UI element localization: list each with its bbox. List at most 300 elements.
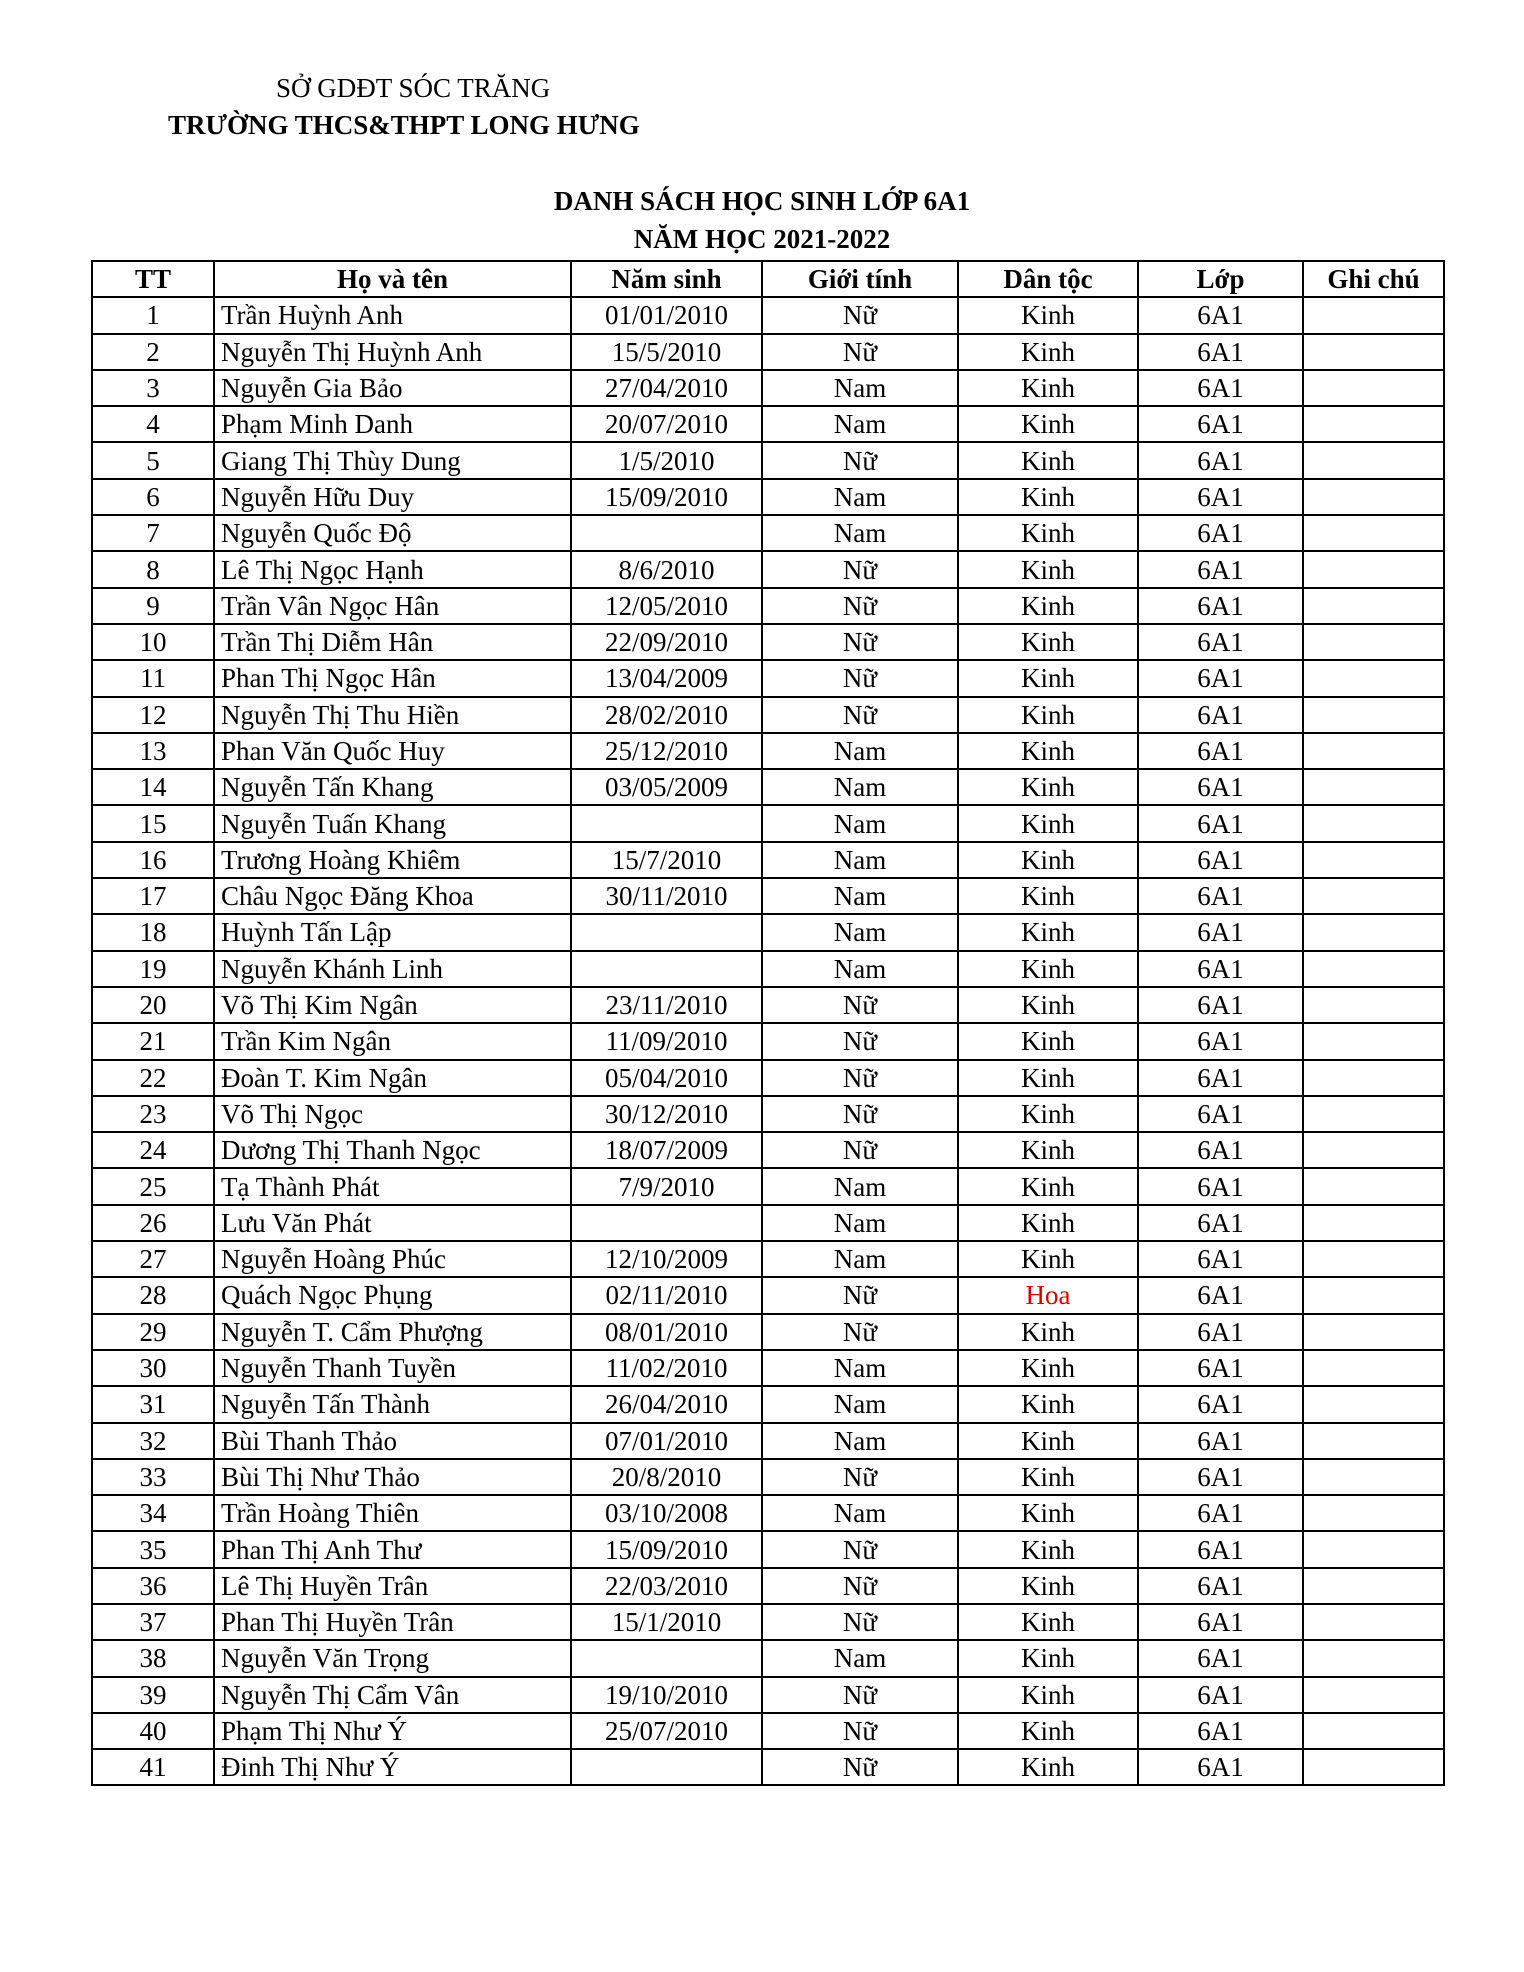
ethnicity: Kinh <box>958 1677 1138 1713</box>
table-row <box>92 1314 1444 1350</box>
ethnicity: Hoa <box>958 1277 1138 1313</box>
gender: Nữ <box>762 1132 958 1168</box>
table-row <box>92 624 1444 660</box>
row-number: 11 <box>92 660 214 696</box>
birth-date: 13/04/2009 <box>571 660 762 696</box>
birth-date: 15/5/2010 <box>571 334 762 370</box>
ethnicity: Kinh <box>958 1350 1138 1386</box>
birth-date: 28/02/2010 <box>571 697 762 733</box>
student-name: Nguyễn Khánh Linh <box>214 951 571 987</box>
class-name: 6A1 <box>1138 1060 1303 1096</box>
table-header-row <box>92 261 1444 297</box>
note <box>1303 1060 1444 1096</box>
row-number: 17 <box>92 878 214 914</box>
student-name: Nguyễn Tuấn Khang <box>214 805 571 841</box>
row-number: 1 <box>92 297 214 333</box>
class-name: 6A1 <box>1138 951 1303 987</box>
note <box>1303 1350 1444 1386</box>
ethnicity: Kinh <box>958 660 1138 696</box>
note <box>1303 370 1444 406</box>
student-name: Dương Thị Thanh Ngọc <box>214 1132 571 1168</box>
ethnicity: Kinh <box>958 479 1138 515</box>
gender: Nữ <box>762 1604 958 1640</box>
class-name: 6A1 <box>1138 1423 1303 1459</box>
birth-date: 1/5/2010 <box>571 442 762 478</box>
row-number: 26 <box>92 1205 214 1241</box>
birth-date: 25/12/2010 <box>571 733 762 769</box>
student-name: Trần Kim Ngân <box>214 1023 571 1059</box>
ethnicity: Kinh <box>958 951 1138 987</box>
note <box>1303 1713 1444 1749</box>
student-name: Nguyễn Tấn Khang <box>214 769 571 805</box>
student-name: Bùi Thị Như Thảo <box>214 1459 571 1495</box>
row-number: 39 <box>92 1677 214 1713</box>
column-header: Họ và tên <box>214 261 571 297</box>
department-name: SỞ GDĐT SÓC TRĂNG <box>276 73 551 103</box>
note <box>1303 1531 1444 1567</box>
gender: Nam <box>762 733 958 769</box>
class-name: 6A1 <box>1138 551 1303 587</box>
class-name: 6A1 <box>1138 1168 1303 1204</box>
table-row <box>92 1677 1444 1713</box>
gender: Nam <box>762 1241 958 1277</box>
ethnicity: Kinh <box>958 334 1138 370</box>
class-name: 6A1 <box>1138 1023 1303 1059</box>
ethnicity: Kinh <box>958 987 1138 1023</box>
row-number: 40 <box>92 1713 214 1749</box>
student-name: Nguyễn Tấn Thành <box>214 1386 571 1422</box>
table-row <box>92 878 1444 914</box>
class-name: 6A1 <box>1138 878 1303 914</box>
gender: Nam <box>762 1495 958 1531</box>
student-name: Phan Văn Quốc Huy <box>214 733 571 769</box>
row-number: 15 <box>92 805 214 841</box>
class-name: 6A1 <box>1138 442 1303 478</box>
student-name: Đoàn T. Kim Ngân <box>214 1060 571 1096</box>
student-name: Trần Hoàng Thiên <box>214 1495 571 1531</box>
student-name: Võ Thị Ngọc <box>214 1096 571 1132</box>
gender: Nữ <box>762 1459 958 1495</box>
class-name: 6A1 <box>1138 769 1303 805</box>
row-number: 35 <box>92 1531 214 1567</box>
row-number: 13 <box>92 733 214 769</box>
note <box>1303 987 1444 1023</box>
student-name: Phạm Minh Danh <box>214 406 571 442</box>
note <box>1303 551 1444 587</box>
row-number: 7 <box>92 515 214 551</box>
row-number: 23 <box>92 1096 214 1132</box>
row-number: 18 <box>92 914 214 950</box>
ethnicity: Kinh <box>958 733 1138 769</box>
student-name: Giang Thị Thùy Dung <box>214 442 571 478</box>
ethnicity: Kinh <box>958 1023 1138 1059</box>
table-row <box>92 987 1444 1023</box>
class-name: 6A1 <box>1138 1132 1303 1168</box>
note <box>1303 297 1444 333</box>
student-name: Nguyễn Quốc Độ <box>214 515 571 551</box>
class-name: 6A1 <box>1138 914 1303 950</box>
birth-date: 11/09/2010 <box>571 1023 762 1059</box>
birth-date: 03/10/2008 <box>571 1495 762 1531</box>
table-row <box>92 406 1444 442</box>
birth-date <box>571 951 762 987</box>
row-number: 27 <box>92 1241 214 1277</box>
ethnicity: Kinh <box>958 1132 1138 1168</box>
school-name: TRƯỜNG THCS&THPT LONG HƯNG <box>168 110 640 140</box>
class-name: 6A1 <box>1138 1459 1303 1495</box>
ethnicity: Kinh <box>958 914 1138 950</box>
table-row <box>92 1640 1444 1676</box>
gender: Nữ <box>762 1677 958 1713</box>
student-name: Trần Thị Diễm Hân <box>214 624 571 660</box>
ethnicity: Kinh <box>958 1459 1138 1495</box>
student-name: Phạm Thị Như Ý <box>214 1713 571 1749</box>
gender: Nữ <box>762 1568 958 1604</box>
student-name: Phan Thị Huyền Trân <box>214 1604 571 1640</box>
gender: Nữ <box>762 588 958 624</box>
student-name: Phan Thị Ngọc Hân <box>214 660 571 696</box>
class-name: 6A1 <box>1138 805 1303 841</box>
gender: Nữ <box>762 1749 958 1785</box>
note <box>1303 769 1444 805</box>
ethnicity: Kinh <box>958 1749 1138 1785</box>
student-name: Lê Thị Huyền Trân <box>214 1568 571 1604</box>
note <box>1303 805 1444 841</box>
note <box>1303 1096 1444 1132</box>
gender: Nam <box>762 370 958 406</box>
birth-date: 22/03/2010 <box>571 1568 762 1604</box>
note <box>1303 1423 1444 1459</box>
table-row <box>92 479 1444 515</box>
table-row <box>92 551 1444 587</box>
birth-date: 15/09/2010 <box>571 1531 762 1567</box>
table-row <box>92 842 1444 878</box>
class-name: 6A1 <box>1138 406 1303 442</box>
class-name: 6A1 <box>1138 987 1303 1023</box>
gender: Nữ <box>762 1060 958 1096</box>
note <box>1303 1604 1444 1640</box>
student-name: Lê Thị Ngọc Hạnh <box>214 551 571 587</box>
table-row <box>92 951 1444 987</box>
birth-date: 30/12/2010 <box>571 1096 762 1132</box>
note <box>1303 1314 1444 1350</box>
table-row <box>92 1713 1444 1749</box>
note <box>1303 1677 1444 1713</box>
gender: Nữ <box>762 624 958 660</box>
note <box>1303 1277 1444 1313</box>
note <box>1303 1640 1444 1676</box>
ethnicity: Kinh <box>958 1640 1138 1676</box>
school-year: NĂM HỌC 2021-2022 <box>633 224 891 254</box>
gender: Nam <box>762 914 958 950</box>
birth-date: 12/10/2009 <box>571 1241 762 1277</box>
row-number: 3 <box>92 370 214 406</box>
table-row <box>92 1060 1444 1096</box>
ethnicity: Kinh <box>958 1205 1138 1241</box>
table-row <box>92 1241 1444 1277</box>
gender: Nữ <box>762 1277 958 1313</box>
gender: Nữ <box>762 660 958 696</box>
table-row <box>92 1386 1444 1422</box>
row-number: 20 <box>92 987 214 1023</box>
row-number: 33 <box>92 1459 214 1495</box>
note <box>1303 479 1444 515</box>
row-number: 10 <box>92 624 214 660</box>
ethnicity: Kinh <box>958 697 1138 733</box>
student-name: Nguyễn Thanh Tuyền <box>214 1350 571 1386</box>
birth-date: 12/05/2010 <box>571 588 762 624</box>
ethnicity: Kinh <box>958 1168 1138 1204</box>
gender: Nam <box>762 406 958 442</box>
class-name: 6A1 <box>1138 1314 1303 1350</box>
class-name: 6A1 <box>1138 697 1303 733</box>
gender: Nam <box>762 805 958 841</box>
student-name: Nguyễn Gia Bảo <box>214 370 571 406</box>
ethnicity: Kinh <box>958 624 1138 660</box>
note <box>1303 1459 1444 1495</box>
class-name: 6A1 <box>1138 1096 1303 1132</box>
table-row <box>92 1132 1444 1168</box>
document-title: DANH SÁCH HỌC SINH LỚP 6A1 <box>553 186 971 216</box>
birth-date: 23/11/2010 <box>571 987 762 1023</box>
ethnicity: Kinh <box>958 1314 1138 1350</box>
ethnicity: Kinh <box>958 878 1138 914</box>
note <box>1303 1023 1444 1059</box>
row-number: 22 <box>92 1060 214 1096</box>
row-number: 2 <box>92 334 214 370</box>
gender: Nữ <box>762 987 958 1023</box>
ethnicity: Kinh <box>958 805 1138 841</box>
class-name: 6A1 <box>1138 588 1303 624</box>
gender: Nữ <box>762 1314 958 1350</box>
note <box>1303 914 1444 950</box>
gender: Nữ <box>762 1713 958 1749</box>
student-name: Bùi Thanh Thảo <box>214 1423 571 1459</box>
class-name: 6A1 <box>1138 842 1303 878</box>
note <box>1303 1241 1444 1277</box>
birth-date: 30/11/2010 <box>571 878 762 914</box>
ethnicity: Kinh <box>958 1241 1138 1277</box>
column-header: Năm sinh <box>571 261 762 297</box>
column-header: Dân tộc <box>958 261 1138 297</box>
row-number: 14 <box>92 769 214 805</box>
row-number: 41 <box>92 1749 214 1785</box>
ethnicity: Kinh <box>958 588 1138 624</box>
class-name: 6A1 <box>1138 1531 1303 1567</box>
table-row <box>92 733 1444 769</box>
row-number: 28 <box>92 1277 214 1313</box>
note <box>1303 334 1444 370</box>
gender: Nữ <box>762 1096 958 1132</box>
note <box>1303 515 1444 551</box>
gender: Nam <box>762 1640 958 1676</box>
gender: Nam <box>762 878 958 914</box>
student-name: Nguyễn Thị Thu Hiền <box>214 697 571 733</box>
table-row <box>92 660 1444 696</box>
gender: Nữ <box>762 1023 958 1059</box>
ethnicity: Kinh <box>958 769 1138 805</box>
row-number: 21 <box>92 1023 214 1059</box>
class-name: 6A1 <box>1138 624 1303 660</box>
student-name: Nguyễn T. Cẩm Phượng <box>214 1314 571 1350</box>
gender: Nữ <box>762 442 958 478</box>
note <box>1303 1568 1444 1604</box>
ethnicity: Kinh <box>958 370 1138 406</box>
gender: Nữ <box>762 334 958 370</box>
gender: Nữ <box>762 551 958 587</box>
student-name: Nguyễn Hữu Duy <box>214 479 571 515</box>
table-row <box>92 805 1444 841</box>
gender: Nam <box>762 1168 958 1204</box>
birth-date: 05/04/2010 <box>571 1060 762 1096</box>
row-number: 31 <box>92 1386 214 1422</box>
student-roster-table <box>91 260 1445 1786</box>
row-number: 4 <box>92 406 214 442</box>
birth-date <box>571 805 762 841</box>
ethnicity: Kinh <box>958 1568 1138 1604</box>
student-name: Trương Hoàng Khiêm <box>214 842 571 878</box>
row-number: 9 <box>92 588 214 624</box>
table-row <box>92 1350 1444 1386</box>
birth-date: 15/1/2010 <box>571 1604 762 1640</box>
birth-date: 01/01/2010 <box>571 297 762 333</box>
table-row <box>92 334 1444 370</box>
birth-date: 18/07/2009 <box>571 1132 762 1168</box>
birth-date: 27/04/2010 <box>571 370 762 406</box>
row-number: 37 <box>92 1604 214 1640</box>
class-name: 6A1 <box>1138 660 1303 696</box>
table-row <box>92 370 1444 406</box>
note <box>1303 624 1444 660</box>
student-name: Nguyễn Văn Trọng <box>214 1640 571 1676</box>
gender: Nam <box>762 515 958 551</box>
row-number: 34 <box>92 1495 214 1531</box>
birth-date: 8/6/2010 <box>571 551 762 587</box>
table-row <box>92 1459 1444 1495</box>
column-header: TT <box>92 261 214 297</box>
class-name: 6A1 <box>1138 370 1303 406</box>
ethnicity: Kinh <box>958 1060 1138 1096</box>
student-name: Võ Thị Kim Ngân <box>214 987 571 1023</box>
birth-date: 15/7/2010 <box>571 842 762 878</box>
birth-date: 25/07/2010 <box>571 1713 762 1749</box>
row-number: 25 <box>92 1168 214 1204</box>
row-number: 6 <box>92 479 214 515</box>
student-name: Lưu Văn Phát <box>214 1205 571 1241</box>
gender: Nam <box>762 479 958 515</box>
note <box>1303 733 1444 769</box>
table-row <box>92 1495 1444 1531</box>
birth-date: 15/09/2010 <box>571 479 762 515</box>
class-name: 6A1 <box>1138 1350 1303 1386</box>
table-row <box>92 1023 1444 1059</box>
note <box>1303 1168 1444 1204</box>
gender: Nam <box>762 842 958 878</box>
note <box>1303 660 1444 696</box>
class-name: 6A1 <box>1138 733 1303 769</box>
table-row <box>92 1604 1444 1640</box>
birth-date: 08/01/2010 <box>571 1314 762 1350</box>
note <box>1303 951 1444 987</box>
ethnicity: Kinh <box>958 1713 1138 1749</box>
ethnicity: Kinh <box>958 1531 1138 1567</box>
class-name: 6A1 <box>1138 1205 1303 1241</box>
class-name: 6A1 <box>1138 1568 1303 1604</box>
ethnicity: Kinh <box>958 1495 1138 1531</box>
table-row <box>92 1205 1444 1241</box>
student-name: Đinh Thị Như Ý <box>214 1749 571 1785</box>
student-name: Trần Huỳnh Anh <box>214 297 571 333</box>
birth-date: 07/01/2010 <box>571 1423 762 1459</box>
gender: Nữ <box>762 697 958 733</box>
row-number: 8 <box>92 551 214 587</box>
birth-date <box>571 1749 762 1785</box>
note <box>1303 1749 1444 1785</box>
table-row <box>92 297 1444 333</box>
student-name: Nguyễn Hoàng Phúc <box>214 1241 571 1277</box>
gender: Nam <box>762 1350 958 1386</box>
student-name: Tạ Thành Phát <box>214 1168 571 1204</box>
gender: Nam <box>762 951 958 987</box>
note <box>1303 1495 1444 1531</box>
row-number: 38 <box>92 1640 214 1676</box>
table-row <box>92 1568 1444 1604</box>
ethnicity: Kinh <box>958 442 1138 478</box>
note <box>1303 1132 1444 1168</box>
birth-date: 22/09/2010 <box>571 624 762 660</box>
student-name: Nguyễn Thị Huỳnh Anh <box>214 334 571 370</box>
ethnicity: Kinh <box>958 842 1138 878</box>
table-row <box>92 1277 1444 1313</box>
note <box>1303 1386 1444 1422</box>
ethnicity: Kinh <box>958 551 1138 587</box>
note <box>1303 588 1444 624</box>
student-name: Quách Ngọc Phụng <box>214 1277 571 1313</box>
birth-date: 20/8/2010 <box>571 1459 762 1495</box>
row-number: 12 <box>92 697 214 733</box>
ethnicity: Kinh <box>958 1096 1138 1132</box>
class-name: 6A1 <box>1138 1241 1303 1277</box>
row-number: 29 <box>92 1314 214 1350</box>
ethnicity: Kinh <box>958 1386 1138 1422</box>
row-number: 5 <box>92 442 214 478</box>
class-name: 6A1 <box>1138 334 1303 370</box>
birth-date <box>571 1205 762 1241</box>
class-name: 6A1 <box>1138 479 1303 515</box>
class-name: 6A1 <box>1138 1640 1303 1676</box>
row-number: 36 <box>92 1568 214 1604</box>
table-row <box>92 588 1444 624</box>
class-name: 6A1 <box>1138 1604 1303 1640</box>
row-number: 24 <box>92 1132 214 1168</box>
table-row <box>92 697 1444 733</box>
note <box>1303 842 1444 878</box>
gender: Nữ <box>762 297 958 333</box>
row-number: 30 <box>92 1350 214 1386</box>
birth-date <box>571 515 762 551</box>
gender: Nam <box>762 769 958 805</box>
student-name: Châu Ngọc Đăng Khoa <box>214 878 571 914</box>
row-number: 32 <box>92 1423 214 1459</box>
student-name: Huỳnh Tấn Lập <box>214 914 571 950</box>
class-name: 6A1 <box>1138 1677 1303 1713</box>
class-name: 6A1 <box>1138 297 1303 333</box>
table-row <box>92 1531 1444 1567</box>
student-name: Trần Vân Ngọc Hân <box>214 588 571 624</box>
table-row <box>92 1749 1444 1785</box>
birth-date: 03/05/2009 <box>571 769 762 805</box>
gender: Nữ <box>762 1531 958 1567</box>
